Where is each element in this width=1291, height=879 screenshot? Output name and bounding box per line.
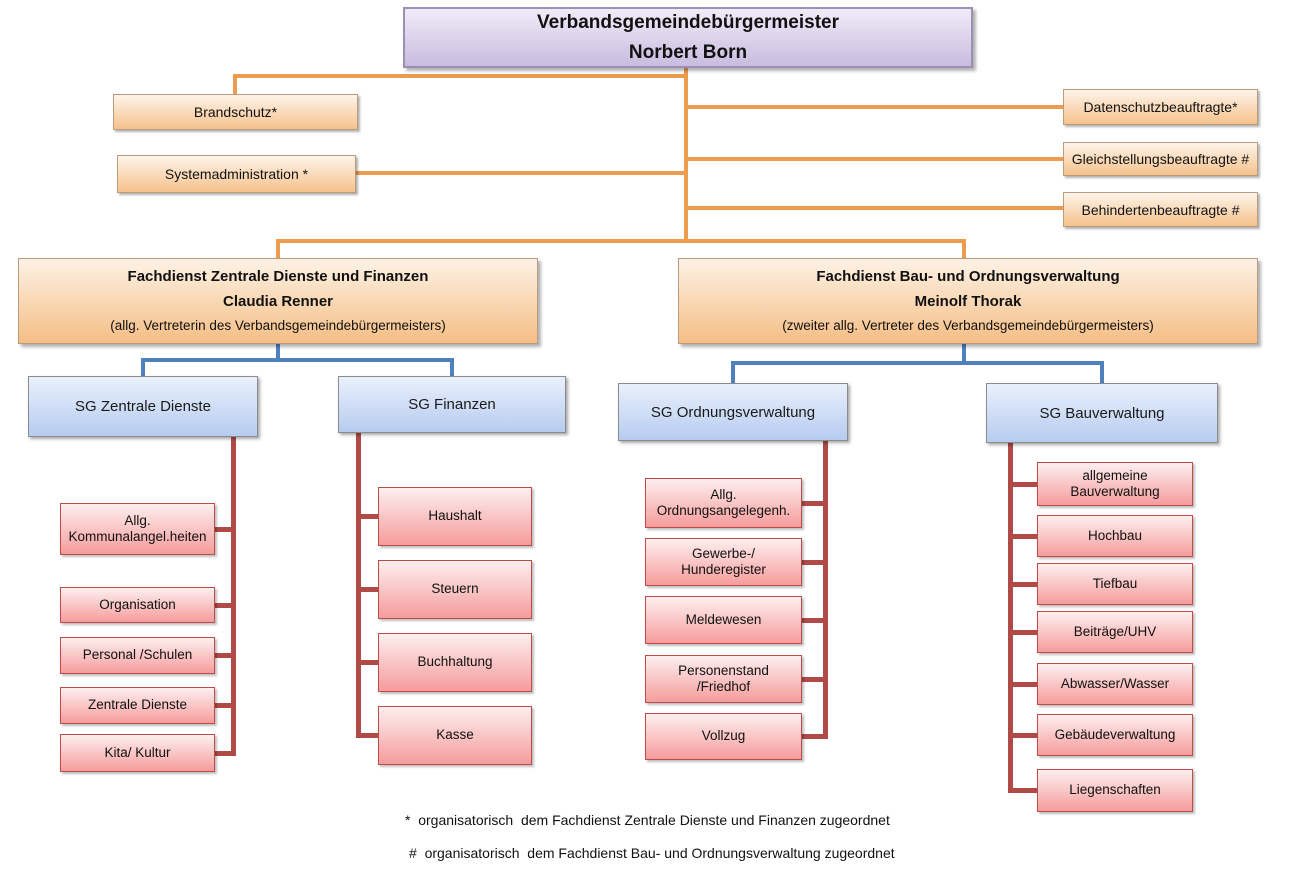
unit-label: Buchhaltung (417, 654, 493, 670)
sg-label: SG Ordnungsverwaltung (650, 403, 816, 421)
unit-box (1037, 663, 1193, 705)
staff-label: Brandschutz* (193, 104, 278, 120)
unit-label: Beiträge/UHV (1073, 623, 1157, 639)
connector-col3-stub (802, 677, 828, 682)
unit-box (645, 596, 802, 644)
unit-box (1037, 769, 1193, 812)
unit-label: Steuern (431, 581, 479, 597)
unit-box (1037, 563, 1193, 605)
connector-col2-stub (356, 660, 378, 665)
unit-box (60, 503, 215, 555)
connector-col2-stub (356, 514, 378, 519)
unit-box (60, 687, 215, 724)
unit-label: Meldewesen (685, 611, 762, 627)
department-title: Fachdienst Zentrale Dienste und Finanzen (127, 268, 429, 286)
connector-sg1-drop (141, 358, 145, 377)
department-head: Meinolf Thorak (914, 293, 1022, 311)
connector-dept-left-drop (276, 239, 280, 258)
unit-box (378, 560, 532, 619)
department-head: Claudia Renner (222, 293, 334, 311)
unit-label: Tiefbau (1092, 575, 1138, 591)
unit-label: Gebäudeverwaltung (1054, 726, 1176, 742)
sg-box-zentrale-dienste (28, 376, 258, 437)
staff-box-gleichstellung (1063, 142, 1258, 176)
connector-col4-stub (1008, 534, 1037, 539)
department-note: (allg. Vertreterin des Verbandsgemeindebürgermeisters) (110, 317, 446, 333)
connector-brandschutz-v (233, 74, 237, 94)
unit-box (60, 587, 215, 623)
unit-box (378, 633, 532, 692)
connector-deptl-h (141, 358, 454, 362)
staff-label: Behindertenbeauftragte # (1081, 201, 1240, 218)
connector-col4-stub (1008, 788, 1037, 793)
staff-label: Systemadministration * (164, 166, 309, 182)
unit-label: Kita/ Kultur (104, 744, 171, 760)
sg-label: SG Zentrale Dienste (75, 398, 211, 415)
connector-col4-stub (1008, 682, 1037, 687)
unit-label: Liegenschaften (1069, 782, 1161, 798)
staff-box-behinderten (1063, 192, 1258, 227)
connector-dept-right-drop (962, 239, 966, 258)
staff-box-datenschutz (1063, 89, 1258, 125)
root-box (403, 7, 973, 68)
connector-sg4-drop (1100, 361, 1104, 383)
unit-box (60, 734, 215, 772)
unit-box (60, 637, 215, 674)
unit-label: Personal /Schulen (82, 647, 193, 663)
connector-departments-h (276, 239, 966, 243)
connector-brandschutz-h (233, 74, 688, 78)
connector-col2-stub (356, 587, 378, 592)
connector-sg2-drop (450, 358, 454, 377)
footnote-hash: # organisatorisch dem Fachdienst Bau- und Ordnungsverwaltung zugeordnet (409, 845, 895, 861)
unit-label: Hochbau (1087, 527, 1143, 543)
root-name: Norbert Born (628, 41, 748, 63)
unit-label: Allg. Ordnungsangelegenh. (656, 486, 791, 518)
unit-box (645, 478, 802, 528)
connector-col2-stub (356, 733, 378, 738)
unit-label: Vollzug (701, 728, 746, 744)
connector-col4-stub (1008, 630, 1037, 635)
unit-box (378, 706, 532, 765)
connector-sg3-drop (731, 361, 735, 383)
unit-label: Allg. Kommunalangel.heiten (68, 512, 207, 544)
department-title: Fachdienst Bau- und Ordnungsverwaltung (816, 268, 1120, 286)
connector-col3-stub (802, 501, 828, 506)
sg-box-finanzen (338, 376, 566, 433)
department-box-bau-ordnungsverwaltung (678, 258, 1258, 344)
staff-box-brandschutz (113, 94, 358, 130)
unit-box (378, 487, 532, 546)
sg-label: SG Finanzen (408, 396, 496, 413)
department-note: (zweiter allg. Vertreter des Verbandsgemeindebürgermeisters) (782, 317, 1154, 333)
connector-deptr-h (731, 361, 1104, 365)
unit-box (1037, 611, 1193, 653)
connector-col1-stub (213, 527, 236, 532)
connector-col1-stub (213, 653, 236, 658)
connector-datenschutz (686, 105, 1063, 109)
connector-col1-trunk (231, 437, 236, 756)
root-title: Verbandsgemeindebürgermeister (537, 12, 839, 34)
connector-col1-stub (213, 751, 236, 756)
unit-label: Zentrale Dienste (87, 697, 188, 713)
unit-box (645, 713, 802, 760)
department-box-zentrale-dienste-finanzen (18, 258, 538, 344)
sg-box-ordnungsverwaltung (618, 383, 848, 441)
staff-label: Datenschutzbeauftragte* (1083, 99, 1238, 115)
unit-label: Personenstand /Friedhof (678, 662, 769, 694)
connector-col3-trunk (823, 440, 828, 739)
footnote-asterisk: * organisatorisch dem Fachdienst Zentrale Dienste und Finanzen zugeordnet (405, 812, 890, 828)
connector-col1-stub (213, 603, 236, 608)
connector-col3-stub (802, 618, 828, 623)
unit-box (1037, 515, 1193, 557)
connector-root-trunk (684, 68, 688, 243)
unit-box (1037, 462, 1193, 506)
connector-col3-stub (802, 734, 828, 739)
connector-col3-stub (802, 560, 828, 565)
connector-systemadministration (356, 171, 686, 175)
unit-label: Haushalt (428, 508, 482, 524)
unit-label: Kasse (436, 727, 474, 743)
connector-col4-stub (1008, 733, 1037, 738)
staff-box-systemadministration (117, 155, 356, 193)
sg-box-bauverwaltung (986, 383, 1218, 443)
connector-gleichstellung (686, 157, 1063, 161)
unit-label: Abwasser/Wasser (1060, 675, 1170, 691)
unit-box (645, 655, 802, 703)
unit-label: Gewerbe-/ Hunderegister (681, 545, 766, 577)
staff-label: Gleichstellungsbeauftragte # (1071, 151, 1250, 167)
connector-behinderten (686, 206, 1063, 210)
connector-col4-stub (1008, 582, 1037, 587)
sg-label: SG Bauverwaltung (1039, 404, 1165, 422)
unit-label: Organisation (99, 596, 176, 612)
unit-label: allgemeine Bauverwaltung (1070, 467, 1160, 499)
connector-col1-stub (213, 703, 236, 708)
connector-col4-stub (1008, 482, 1037, 487)
connector-col2-trunk (356, 433, 361, 738)
unit-box (645, 538, 802, 586)
unit-box (1037, 714, 1193, 756)
connector-col4-trunk (1008, 443, 1013, 791)
